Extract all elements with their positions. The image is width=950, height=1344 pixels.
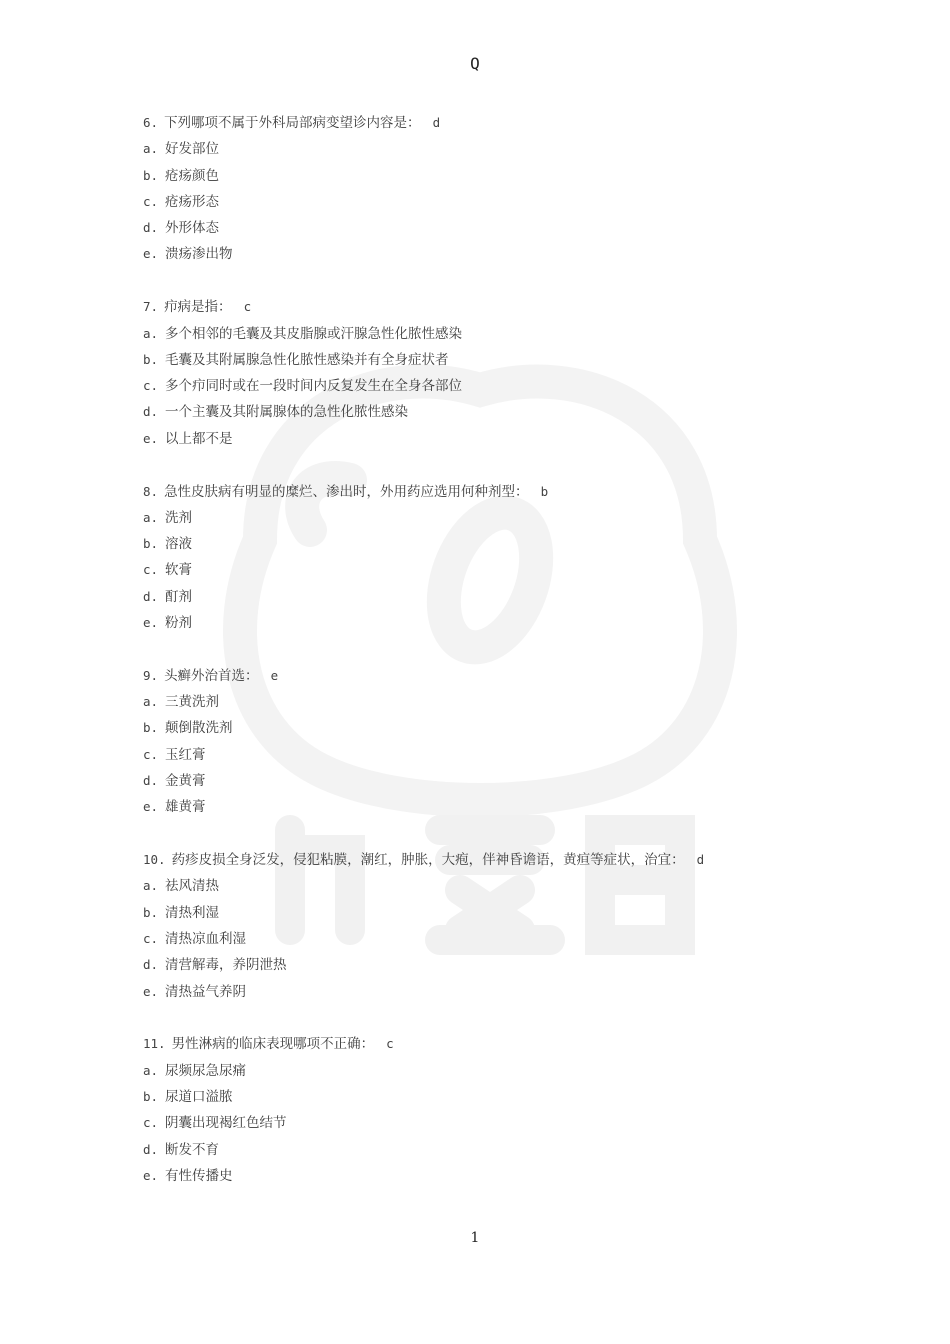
option-item	[143, 900, 843, 926]
question-text: 急性皮肤病有明显的糜烂、渗出时，外用药应选用何种剂型：	[164, 483, 529, 500]
option-letter: c.	[143, 562, 159, 578]
option-item	[143, 1058, 843, 1084]
question-number: 9.	[143, 667, 159, 683]
option-text: 溶液	[165, 536, 192, 553]
option-text: 清营解毒，养阴泄热	[165, 957, 287, 974]
question-block	[143, 479, 843, 637]
option-letter: c.	[143, 378, 159, 394]
option-letter: d.	[143, 404, 159, 420]
option-text: 阴囊出现褐红色结节	[165, 1115, 287, 1132]
question-block	[143, 1031, 843, 1189]
option-letter: a.	[143, 694, 159, 710]
option-text: 软膏	[165, 562, 192, 579]
option-text: 颠倒散洗剂	[165, 720, 233, 737]
question-number: 11.	[143, 1036, 166, 1052]
option-text: 有性传播史	[165, 1167, 233, 1184]
question-list	[143, 110, 843, 1216]
option-text: 以上都不是	[165, 430, 233, 447]
option-item	[143, 926, 843, 952]
question-block	[143, 663, 843, 821]
question-answer: d	[696, 852, 705, 868]
question-text: 头癣外治首选：	[164, 667, 259, 684]
page-header: Q	[470, 54, 480, 73]
question-number: 6.	[143, 115, 159, 130]
option-text: 清热利湿	[165, 904, 219, 921]
option-item	[143, 689, 843, 715]
question-answer: e	[270, 667, 279, 683]
option-letter: d.	[143, 220, 159, 236]
question-answer: c	[386, 1036, 394, 1052]
option-letter: b.	[143, 351, 159, 367]
option-item	[143, 584, 843, 610]
option-text: 玉红膏	[165, 746, 206, 763]
option-letter: d.	[143, 1141, 159, 1157]
option-letter: a.	[143, 878, 159, 894]
question-text: 疖病是指：	[164, 299, 232, 316]
option-text: 祛风清热	[165, 878, 219, 895]
option-text: 溃疡渗出物	[165, 246, 233, 263]
option-item	[143, 873, 843, 899]
option-item	[143, 1084, 843, 1110]
option-text: 洗剂	[165, 509, 192, 526]
option-letter: a.	[143, 509, 159, 525]
option-item	[143, 426, 843, 452]
option-item	[143, 1163, 843, 1189]
option-item	[143, 742, 843, 768]
question-stem	[143, 847, 843, 873]
question-block	[143, 847, 843, 1005]
question-stem	[143, 110, 843, 136]
option-text: 雄黄膏	[165, 799, 206, 816]
question-stem	[143, 1031, 843, 1057]
option-letter: c.	[143, 1115, 159, 1131]
option-letter: d.	[143, 957, 159, 973]
option-text: 多个疖同时或在一段时间内反复发生在全身各部位	[165, 378, 462, 395]
option-item	[143, 215, 843, 241]
option-item	[143, 189, 843, 215]
option-letter: b.	[143, 904, 159, 920]
option-letter: c.	[143, 746, 159, 762]
option-item	[143, 794, 843, 820]
option-text: 粉剂	[165, 615, 192, 632]
option-text: 金黄膏	[165, 773, 206, 790]
option-text: 尿频尿急尿痛	[165, 1062, 246, 1079]
question-number: 8.	[143, 483, 159, 499]
option-item	[143, 399, 843, 425]
question-text: 下列哪项不属于外科局部病变望诊内容是：	[164, 115, 421, 131]
option-item	[143, 136, 843, 162]
option-text: 清热益气养阴	[165, 983, 246, 1000]
option-item	[143, 531, 843, 557]
option-item	[143, 610, 843, 636]
option-letter: d.	[143, 773, 159, 789]
question-stem	[143, 663, 843, 689]
option-letter: b.	[143, 167, 159, 183]
question-stem	[143, 294, 843, 320]
option-item	[143, 1110, 843, 1136]
option-item	[143, 979, 843, 1005]
option-text: 三黄洗剂	[165, 694, 219, 711]
option-item	[143, 505, 843, 531]
option-text: 疮疡颜色	[165, 167, 219, 184]
option-letter: e.	[143, 430, 159, 446]
option-item	[143, 1137, 843, 1163]
option-item	[143, 347, 843, 373]
question-block	[143, 110, 843, 268]
question-answer: d	[432, 115, 441, 130]
option-letter: e.	[143, 1167, 159, 1183]
question-text: 男性淋病的临床表现哪项不正确：	[171, 1036, 375, 1053]
option-letter: c.	[143, 193, 159, 209]
question-answer: b	[540, 483, 549, 499]
option-item	[143, 715, 843, 741]
option-text: 外形体态	[165, 220, 219, 237]
option-letter: a.	[143, 1062, 159, 1078]
option-item	[143, 557, 843, 583]
option-item	[143, 163, 843, 189]
question-text: 药疹皮损全身泛发，侵犯粘膜，潮红，肿胀，大疱，伴神昏谵语，黄疸等症状，治宜：	[171, 852, 685, 869]
option-letter: b.	[143, 720, 159, 736]
option-text: 酊剂	[165, 588, 192, 605]
option-text: 疮疡形态	[165, 193, 219, 210]
option-text: 好发部位	[165, 141, 219, 158]
question-block	[143, 294, 843, 452]
option-item	[143, 321, 843, 347]
option-text: 尿道口溢脓	[165, 1089, 233, 1105]
option-text: 毛囊及其附属腺急性化脓性感染并有全身症状者	[165, 351, 449, 368]
option-text: 多个相邻的毛囊及其皮脂腺或汗腺急性化脓性感染	[165, 325, 462, 342]
option-letter: e.	[143, 799, 159, 815]
option-letter: d.	[143, 588, 159, 604]
option-letter: b.	[143, 1089, 159, 1104]
page-number: 1	[470, 1230, 480, 1246]
question-number: 10.	[143, 852, 166, 868]
option-text: 清热凉血利湿	[165, 931, 246, 948]
option-item	[143, 373, 843, 399]
option-text: 一个主囊及其附属腺体的急性化脓性感染	[165, 404, 408, 421]
option-letter: c.	[143, 931, 159, 947]
question-stem	[143, 479, 843, 505]
option-letter: a.	[143, 325, 159, 341]
option-item	[143, 241, 843, 267]
option-letter: a.	[143, 141, 159, 157]
option-letter: e.	[143, 246, 159, 262]
option-text: 断发不育	[165, 1141, 219, 1158]
option-letter: e.	[143, 615, 159, 631]
option-letter: e.	[143, 983, 159, 999]
question-number: 7.	[143, 299, 159, 315]
option-item	[143, 768, 843, 794]
option-letter: b.	[143, 536, 159, 552]
option-item	[143, 952, 843, 978]
question-answer: c	[243, 299, 252, 315]
